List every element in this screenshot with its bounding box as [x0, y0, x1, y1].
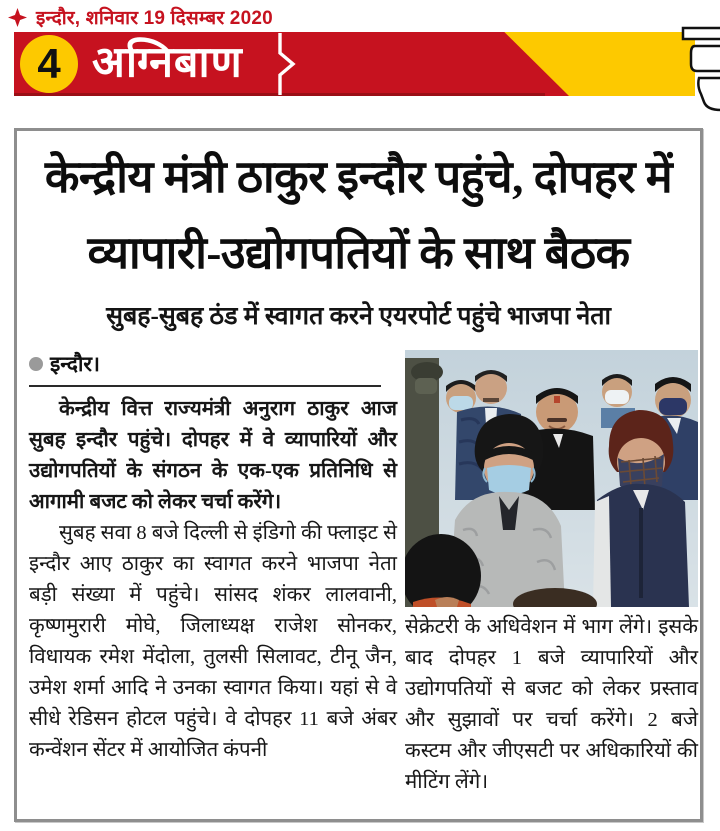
diamond-star-icon: [8, 8, 27, 27]
headline: केन्द्रीय मंत्री ठाकुर इन्दौर पहुंचे, दोपहर में व्यापारी-उद्योगपतियों के साथ बैठक: [44, 152, 673, 278]
dateline-row: [29, 350, 381, 387]
masthead-chevron-icon: [277, 33, 297, 95]
edition-date-text: इन्दौर, शनिवार 19 दिसम्बर 2020: [36, 8, 273, 29]
body-right-column: [405, 350, 698, 798]
edition-date-strip: [8, 4, 273, 30]
body-paragraph-right: सेक्रेटरी के अधिवेशन में भाग लेंगे। इसके बाद दोपहर 1 बजे व्यापारियों और उद्योगपतियों से बजट को लेकर प्रस्ताव और सुझावों पर चर्चा करेंगे। 2 बजे कस्टम और जीएसटी पर अधिकारियों की मीटिंग लेंगे।: [405, 615, 698, 793]
dateline-bullet-icon: [29, 357, 43, 371]
body-left-column: [29, 350, 397, 798]
article-photo: [405, 350, 698, 607]
article-box: [14, 128, 703, 822]
page-number-badge: [20, 35, 78, 93]
article-body: [29, 350, 698, 798]
masthead-banner: [14, 32, 695, 96]
body-paragraph-left: सुबह सवा 8 बजे दिल्ली से इंडिगो की फ्लाइट से इन्दौर आए ठाकुर का स्वागत करने भाजपा नेता बड़ी संख्या में पहुंचे। सांसद शंकर लालवानी, कृष्णमुरारी मोघे, जिलाध्यक्ष राजेश सोनकर, विधायक रमेश मेंदोला, तुलसी सिलावट, टीनू जैन, उमेश शर्मा आदि ने उनका स्वागत किया। यहां से वे सीधे रेडिसन होटल पहुंचे। वे दोपहर 11 बजे अंबर कन्वेंशन सेंटर में आयोजित कंपनी: [29, 521, 397, 761]
adjacent-masthead-letter-icon: [671, 24, 720, 119]
masthead-title: अग्निबाण: [92, 39, 243, 87]
subheadline: सुबह-सुबह ठंड में स्वागत करने एयरपोर्ट पहुंचे भाजपा नेता: [106, 303, 611, 330]
lead-paragraph: केन्द्रीय वित्त राज्यमंत्री अनुराग ठाकुर आज सुबह इन्दौर पहुंचे। दोपहर में वे व्यापारियों और उद्योगपतियों के संगठन के एक-एक प्रतिनिधि से आगामी बजट को लेकर चर्चा करेंगे।: [29, 397, 397, 513]
page-number: 4: [37, 40, 61, 87]
dateline-text: इन्दौर।: [50, 351, 100, 376]
